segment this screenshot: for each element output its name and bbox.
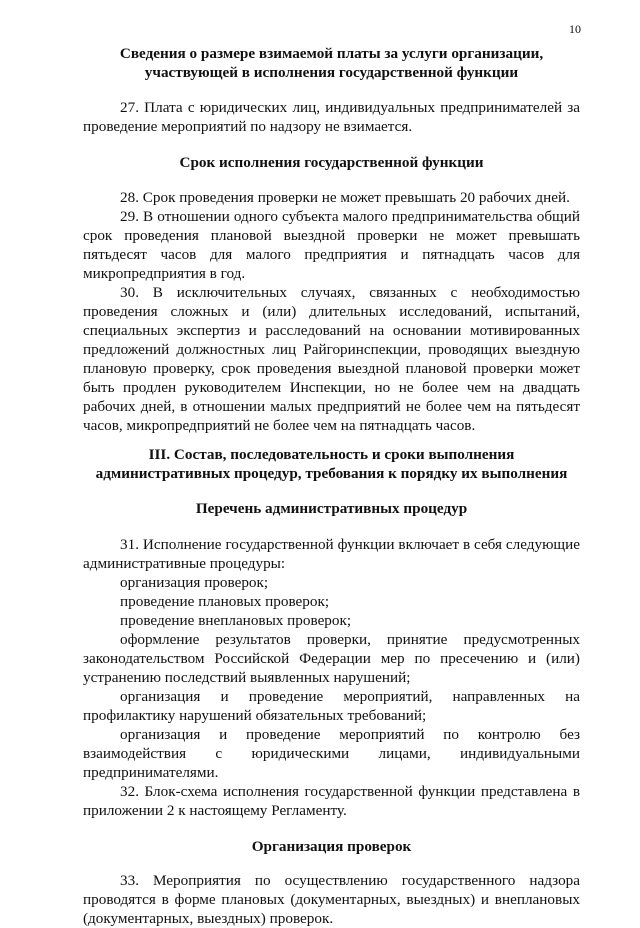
part-3-heading-line2: административных процедур, требования к порядку их выполнения [95, 465, 568, 482]
document-body [83, 44, 580, 928]
term-heading: Срок исполнения государственной функции [179, 154, 484, 171]
list-item: оформление результатов проверки, принятие предусмотренных законодательством Российской Федерации мер по пресечению и (или) устранению последствий выявленных нарушений; [83, 631, 580, 686]
list-item: проведение плановых проверок; [120, 593, 330, 610]
page-number: 10 [569, 22, 581, 36]
paragraph-27: 27. Плата с юридических лиц, индивидуальных предпринимателей за проведение мероприятий по надзору не взимается. [83, 99, 580, 135]
list-item: организация проверок; [120, 574, 269, 591]
procedures-heading: Перечень административных процедур [195, 500, 468, 517]
list-item: организация и проведение мероприятий, направленных на профилактику нарушений обязательных требований; [83, 688, 580, 724]
org-heading: Организация проверок [251, 838, 412, 855]
list-item: организация и проведение мероприятий по контролю без взаимодействия с юридическими лицами, индивидуальными предпринимателями. [83, 726, 580, 781]
fee-heading [83, 44, 580, 82]
paragraph-31: 31. Исполнение государственной функции включает в себя следующие административные процедуры: [83, 536, 580, 572]
list-item: проведение внеплановых проверок; [120, 612, 352, 629]
paragraph-33: 33. Мероприятия по осуществлению государственного надзора проводятся в форме плановых (документарных, выездных) и внеплановых (документарных, выездных) проверок. [83, 872, 580, 927]
fee-heading-line1: Сведения о размере взимаемой платы за услуги организации, [119, 45, 544, 62]
paragraph-30: 30. В исключительных случаях, связанных с необходимостью проведения сложных и (или) длительных исследований, испытаний, специальных экспертиз и расследований на основании мотивированных предложений должностных лиц Райгоринспекции, проводящих выездную плановую проверку, срок проведения выездной плановой проверки может быть продлен руководителем Инспекции, но не более чем на двадцать рабочих дней, в отношении малых предприятий не более чем на пятьдесят часов, микропредприятий не более чем на пятнадцать часов. [83, 284, 580, 434]
part-3-heading [83, 445, 580, 483]
part-3-heading-line1: III. Состав, последовательность и сроки выполнения [148, 446, 515, 463]
paragraph-28: 28. Срок проведения проверки не может превышать 20 рабочих дней. [120, 189, 570, 206]
paragraph-32: 32. Блок-схема исполнения государственной функции представлена в приложении 2 к настоящему Регламенту. [83, 783, 580, 819]
fee-heading-line2: участвующей в исполнения государственной функции [144, 64, 519, 81]
paragraph-29: 29. В отношении одного субъекта малого предпринимательства общий срок проведения плановой выездной проверки не может превышать пятьдесят часов для малого предприятия и пятнадцать часов для микропредприятия в год. [83, 208, 580, 282]
